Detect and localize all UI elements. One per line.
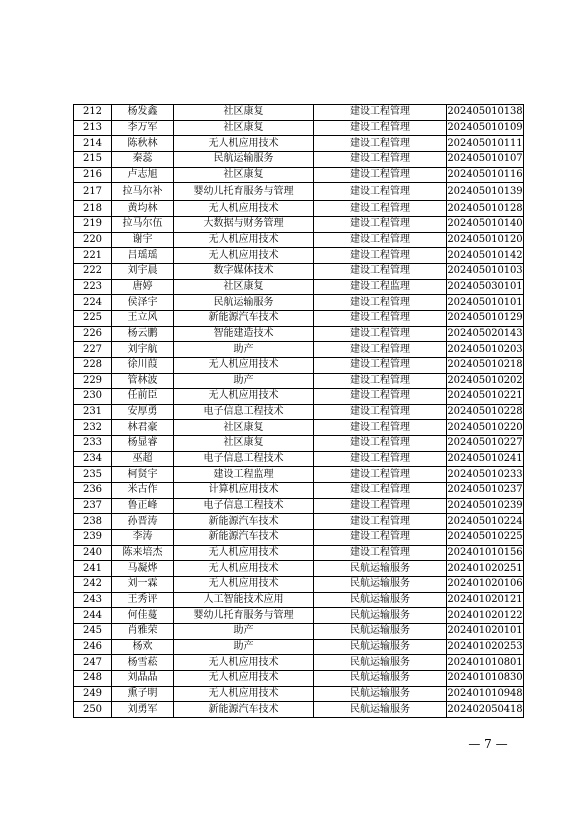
original-major-cell: 新能源汽车技术 [174, 530, 314, 546]
student-name-cell: 卢志旭 [112, 167, 174, 183]
student-id-cell: 202401010801 [447, 655, 524, 671]
row-number-cell: 213 [74, 120, 112, 136]
student-name-cell: 孙晋涛 [112, 514, 174, 530]
row-number-cell: 243 [74, 592, 112, 608]
original-major-cell: 人工智能技术应用 [174, 592, 314, 608]
student-id-cell: 202405010237 [447, 483, 524, 499]
row-number-cell: 225 [74, 310, 112, 326]
original-major-cell: 电子信息工程技术 [174, 498, 314, 514]
table-row [74, 451, 524, 467]
row-number-cell: 249 [74, 686, 112, 702]
table-row [74, 373, 524, 389]
row-number-cell: 239 [74, 530, 112, 546]
student-name-cell: 拉马尔补 [112, 183, 174, 201]
target-major-cell: 建设工程管理 [314, 310, 447, 326]
row-number-cell: 214 [74, 136, 112, 152]
table-row [74, 232, 524, 248]
table-row [74, 120, 524, 136]
student-id-cell: 202401020106 [447, 577, 524, 593]
target-major-cell: 建设工程管理 [314, 467, 447, 483]
target-major-cell: 建设工程管理 [314, 342, 447, 358]
original-major-cell: 无人机应用技术 [174, 389, 314, 405]
target-major-cell: 建设工程管理 [314, 357, 447, 373]
student-name-cell: 鲁正峰 [112, 498, 174, 514]
row-number-cell: 244 [74, 608, 112, 624]
student-name-cell: 巫超 [112, 451, 174, 467]
original-major-cell: 新能源汽车技术 [174, 702, 314, 718]
student-id-cell: 202405010239 [447, 498, 524, 514]
student-id-cell: 202401020101 [447, 624, 524, 640]
table-row [74, 310, 524, 326]
student-id-cell: 202405010109 [447, 120, 524, 136]
student-id-cell: 202401020251 [447, 561, 524, 577]
student-name-cell: 何佳蔓 [112, 608, 174, 624]
target-major-cell: 民航运输服务 [314, 686, 447, 702]
table-row [74, 279, 524, 295]
table-row [74, 357, 524, 373]
table-row [74, 483, 524, 499]
student-id-cell: 202401010948 [447, 686, 524, 702]
target-major-cell: 建设工程管理 [314, 389, 447, 405]
original-major-cell: 新能源汽车技术 [174, 514, 314, 530]
target-major-cell: 民航运输服务 [314, 561, 447, 577]
original-major-cell: 无人机应用技术 [174, 577, 314, 593]
original-major-cell: 无人机应用技术 [174, 545, 314, 561]
row-number-cell: 227 [74, 342, 112, 358]
student-name-cell: 王秀评 [112, 592, 174, 608]
target-major-cell: 建设工程管理 [314, 201, 447, 217]
student-name-cell: 吕瑶瑶 [112, 248, 174, 264]
table-row [74, 263, 524, 279]
student-id-cell: 202402050418 [447, 702, 524, 718]
original-major-cell: 助产 [174, 624, 314, 640]
student-id-cell: 202401010156 [447, 545, 524, 561]
original-major-cell: 智能建造技术 [174, 326, 314, 342]
original-major-cell: 无人机应用技术 [174, 201, 314, 217]
row-number-cell: 217 [74, 183, 112, 201]
student-name-cell: 熏子明 [112, 686, 174, 702]
student-id-cell: 202401020121 [447, 592, 524, 608]
row-number-cell: 247 [74, 655, 112, 671]
row-number-cell: 242 [74, 577, 112, 593]
target-major-cell: 建设工程管理 [314, 183, 447, 201]
target-major-cell: 建设工程管理 [314, 530, 447, 546]
row-number-cell: 230 [74, 389, 112, 405]
student-name-cell: 王立风 [112, 310, 174, 326]
student-name-cell: 刘晶晶 [112, 670, 174, 686]
row-number-cell: 235 [74, 467, 112, 483]
original-major-cell: 计算机应用技术 [174, 483, 314, 499]
student-name-cell: 拉马尔伍 [112, 216, 174, 232]
original-major-cell: 新能源汽车技术 [174, 310, 314, 326]
student-id-cell: 202405010224 [447, 514, 524, 530]
table-row [74, 342, 524, 358]
student-name-cell: 杨欢 [112, 639, 174, 655]
original-major-cell: 民航运输服务 [174, 151, 314, 167]
student-name-cell: 米古作 [112, 483, 174, 499]
student-id-cell: 202405010218 [447, 357, 524, 373]
student-name-cell: 马凝烨 [112, 561, 174, 577]
table-row [74, 514, 524, 530]
row-number-cell: 236 [74, 483, 112, 499]
original-major-cell: 社区康复 [174, 120, 314, 136]
student-id-cell: 202405010107 [447, 151, 524, 167]
original-major-cell: 助产 [174, 342, 314, 358]
table-row [74, 420, 524, 436]
table-row [74, 183, 524, 201]
student-name-cell: 肖雅荣 [112, 624, 174, 640]
table-row [74, 639, 524, 655]
original-major-cell: 无人机应用技术 [174, 232, 314, 248]
row-number-cell: 237 [74, 498, 112, 514]
original-major-cell: 建设工程监理 [174, 467, 314, 483]
student-name-cell: 任前臣 [112, 389, 174, 405]
original-major-cell: 无人机应用技术 [174, 670, 314, 686]
table-row [74, 151, 524, 167]
table-row [74, 201, 524, 217]
student-id-cell: 202405010220 [447, 420, 524, 436]
table-row [74, 389, 524, 405]
original-major-cell: 电子信息工程技术 [174, 451, 314, 467]
student-name-cell: 杨云鹏 [112, 326, 174, 342]
student-name-cell: 杨发鑫 [112, 105, 174, 121]
target-major-cell: 建设工程管理 [314, 232, 447, 248]
row-number-cell: 234 [74, 451, 112, 467]
student-id-cell: 202405010228 [447, 404, 524, 420]
student-name-cell: 黄均林 [112, 201, 174, 217]
student-id-cell: 202405010139 [447, 183, 524, 201]
student-id-cell: 202405010241 [447, 451, 524, 467]
original-major-cell: 助产 [174, 373, 314, 389]
student-id-cell: 202405010138 [447, 105, 524, 121]
row-number-cell: 233 [74, 436, 112, 452]
table-row [74, 686, 524, 702]
table-row [74, 624, 524, 640]
table-row [74, 577, 524, 593]
student-id-cell: 202405010128 [447, 201, 524, 217]
original-major-cell: 婴幼儿托育服务与管理 [174, 183, 314, 201]
table-row [74, 530, 524, 546]
original-major-cell: 社区康复 [174, 420, 314, 436]
table-row [74, 167, 524, 183]
row-number-cell: 222 [74, 263, 112, 279]
row-number-cell: 220 [74, 232, 112, 248]
student-name-cell: 李万军 [112, 120, 174, 136]
student-id-cell: 202401010830 [447, 670, 524, 686]
student-id-cell: 202405010116 [447, 167, 524, 183]
page-number: — 7 — [468, 737, 508, 751]
row-number-cell: 240 [74, 545, 112, 561]
target-major-cell: 民航运输服务 [314, 702, 447, 718]
target-major-cell: 民航运输服务 [314, 670, 447, 686]
target-major-cell: 建设工程管理 [314, 216, 447, 232]
row-number-cell: 219 [74, 216, 112, 232]
target-major-cell: 建设工程管理 [314, 120, 447, 136]
student-id-cell: 202401020253 [447, 639, 524, 655]
row-number-cell: 241 [74, 561, 112, 577]
table-row [74, 467, 524, 483]
student-name-cell: 秦蕊 [112, 151, 174, 167]
row-number-cell: 229 [74, 373, 112, 389]
student-name-cell: 刘勇军 [112, 702, 174, 718]
student-name-cell: 刘宇晨 [112, 263, 174, 279]
row-number-cell: 248 [74, 670, 112, 686]
student-id-cell: 202405010203 [447, 342, 524, 358]
target-major-cell: 建设工程管理 [314, 483, 447, 499]
student-name-cell: 刘宇航 [112, 342, 174, 358]
student-name-cell: 柯贤宇 [112, 467, 174, 483]
target-major-cell: 民航运输服务 [314, 577, 447, 593]
student-name-cell: 徐川葭 [112, 357, 174, 373]
student-id-cell: 202405010103 [447, 263, 524, 279]
student-id-cell: 202405010129 [447, 310, 524, 326]
student-roster-table [73, 104, 524, 718]
student-id-cell: 202405010227 [447, 436, 524, 452]
original-major-cell: 无人机应用技术 [174, 136, 314, 152]
student-id-cell: 202405010233 [447, 467, 524, 483]
student-id-cell: 202405010142 [447, 248, 524, 264]
table-row [74, 105, 524, 121]
original-major-cell: 社区康复 [174, 436, 314, 452]
student-id-cell: 202405010120 [447, 232, 524, 248]
table-row [74, 216, 524, 232]
target-major-cell: 民航运输服务 [314, 624, 447, 640]
student-id-cell: 202405010202 [447, 373, 524, 389]
student-name-cell: 唐婷 [112, 279, 174, 295]
target-major-cell: 建设工程管理 [314, 404, 447, 420]
student-id-cell: 202405010225 [447, 530, 524, 546]
original-major-cell: 社区康复 [174, 105, 314, 121]
student-id-cell: 202405010111 [447, 136, 524, 152]
table-row [74, 248, 524, 264]
target-major-cell: 建设工程管理 [314, 295, 447, 311]
student-name-cell: 陈秋林 [112, 136, 174, 152]
row-number-cell: 223 [74, 279, 112, 295]
table-row [74, 136, 524, 152]
student-id-cell: 202405030101 [447, 279, 524, 295]
table-row [74, 326, 524, 342]
table-row [74, 498, 524, 514]
original-major-cell: 社区康复 [174, 279, 314, 295]
target-major-cell: 建设工程管理 [314, 167, 447, 183]
original-major-cell: 无人机应用技术 [174, 248, 314, 264]
target-major-cell: 建设工程管理 [314, 373, 447, 389]
original-major-cell: 社区康复 [174, 167, 314, 183]
target-major-cell: 建设工程管理 [314, 514, 447, 530]
original-major-cell: 助产 [174, 639, 314, 655]
student-name-cell: 刘一霖 [112, 577, 174, 593]
table-row [74, 592, 524, 608]
row-number-cell: 231 [74, 404, 112, 420]
student-id-cell: 202405010140 [447, 216, 524, 232]
target-major-cell: 建设工程管理 [314, 151, 447, 167]
target-major-cell: 民航运输服务 [314, 608, 447, 624]
row-number-cell: 218 [74, 201, 112, 217]
row-number-cell: 221 [74, 248, 112, 264]
row-number-cell: 250 [74, 702, 112, 718]
target-major-cell: 建设工程管理 [314, 451, 447, 467]
table-row [74, 436, 524, 452]
target-major-cell: 建设工程管理 [314, 420, 447, 436]
table-row [74, 670, 524, 686]
student-name-cell: 林君豪 [112, 420, 174, 436]
row-number-cell: 215 [74, 151, 112, 167]
target-major-cell: 民航运输服务 [314, 639, 447, 655]
table-row [74, 608, 524, 624]
target-major-cell: 建设工程管理 [314, 105, 447, 121]
target-major-cell: 建设工程管理 [314, 326, 447, 342]
original-major-cell: 婴幼儿托育服务与管理 [174, 608, 314, 624]
row-number-cell: 238 [74, 514, 112, 530]
row-number-cell: 232 [74, 420, 112, 436]
table-row [74, 561, 524, 577]
student-id-cell: 202405010221 [447, 389, 524, 405]
original-major-cell: 电子信息工程技术 [174, 404, 314, 420]
student-name-cell: 杨雪菘 [112, 655, 174, 671]
target-major-cell: 建设工程管理 [314, 248, 447, 264]
original-major-cell: 无人机应用技术 [174, 357, 314, 373]
student-name-cell: 安厚勇 [112, 404, 174, 420]
table-row [74, 655, 524, 671]
row-number-cell: 245 [74, 624, 112, 640]
student-name-cell: 杨显睿 [112, 436, 174, 452]
row-number-cell: 226 [74, 326, 112, 342]
row-number-cell: 224 [74, 295, 112, 311]
row-number-cell: 212 [74, 105, 112, 121]
student-name-cell: 侯泽宇 [112, 295, 174, 311]
original-major-cell: 无人机应用技术 [174, 561, 314, 577]
table-row [74, 295, 524, 311]
target-major-cell: 建设工程管理 [314, 436, 447, 452]
student-id-cell: 202401020122 [447, 608, 524, 624]
student-id-cell: 202405020143 [447, 326, 524, 342]
student-name-cell: 谢宇 [112, 232, 174, 248]
target-major-cell: 建设工程监理 [314, 279, 447, 295]
row-number-cell: 216 [74, 167, 112, 183]
row-number-cell: 228 [74, 357, 112, 373]
student-name-cell: 李涛 [112, 530, 174, 546]
original-major-cell: 无人机应用技术 [174, 655, 314, 671]
row-number-cell: 246 [74, 639, 112, 655]
table-row [74, 404, 524, 420]
original-major-cell: 民航运输服务 [174, 295, 314, 311]
target-major-cell: 建设工程管理 [314, 263, 447, 279]
student-name-cell: 管林波 [112, 373, 174, 389]
table-row [74, 545, 524, 561]
target-major-cell: 建设工程管理 [314, 545, 447, 561]
original-major-cell: 数字媒体技术 [174, 263, 314, 279]
target-major-cell: 建设工程管理 [314, 498, 447, 514]
target-major-cell: 民航运输服务 [314, 655, 447, 671]
original-major-cell: 无人机应用技术 [174, 686, 314, 702]
student-name-cell: 陈来培杰 [112, 545, 174, 561]
student-id-cell: 202405010101 [447, 295, 524, 311]
original-major-cell: 大数据与财务管理 [174, 216, 314, 232]
roster-body [74, 105, 524, 718]
target-major-cell: 建设工程管理 [314, 136, 447, 152]
table-row [74, 702, 524, 718]
target-major-cell: 民航运输服务 [314, 592, 447, 608]
